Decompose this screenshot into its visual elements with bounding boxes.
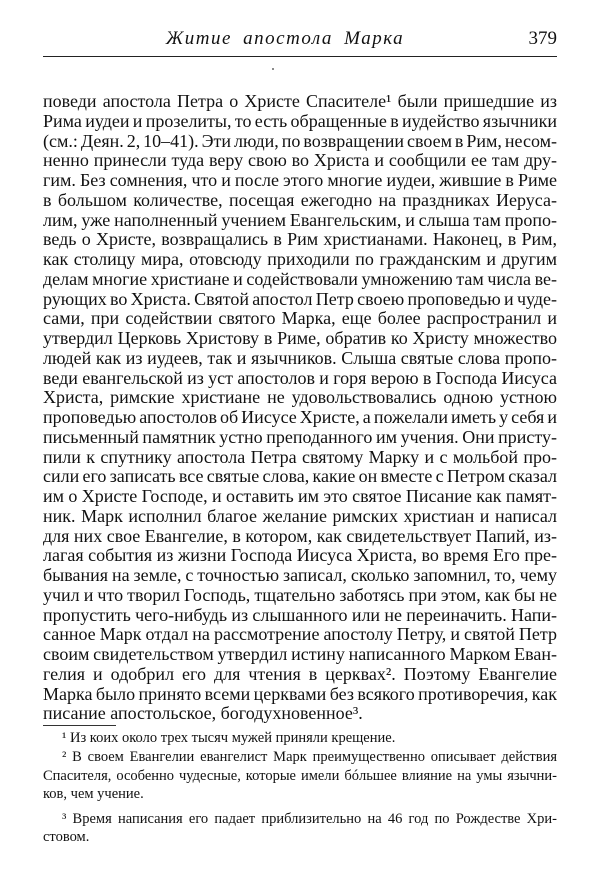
body-line-text: пили к спутнику апостола Петра святому Марку и с мольбой про- <box>43 446 557 467</box>
body-line-text: как столицу мира, отовсюду приходили по гражданским и другим <box>43 249 557 269</box>
body-line-text: делам многие христиане и содействовали умножению там числа ве- <box>43 268 557 289</box>
body-line <box>43 565 557 585</box>
body-line-text: пропустить чего-нибудь из слышанного или не переиначить. Напи- <box>43 604 557 625</box>
body-line <box>43 466 557 486</box>
body-line <box>43 91 557 111</box>
footnote-line <box>62 730 557 747</box>
footnote-line-text: Спасителя, особенно чудесные, которые имели бóльшее влияние на умы язычни- <box>43 768 557 784</box>
body-line-text: веди евангельской из уст апостолов и горя верою в Господа Иисуса <box>43 367 557 388</box>
footnote-line <box>62 749 557 766</box>
body-line <box>43 605 557 625</box>
body-line <box>43 190 557 210</box>
body-line-text: для них свое Евангелие, в котором, как свидетельствует Папий, из- <box>43 525 557 546</box>
body-line-text: ведь о Христе, возвращались в Рим христианами. Наконец, в Рим, <box>43 229 557 250</box>
body-line <box>43 585 557 605</box>
footnote-line-text: ков, чем учение. <box>43 786 144 802</box>
body-line-text: проповедью апостолов об Иисусе Христе, а пожелали иметь у себя и <box>43 407 557 427</box>
body-line-text: гелия и одобрил его для чтения в церквах². Поэтому Евангелие <box>43 663 557 684</box>
body-line <box>43 684 557 704</box>
body-line <box>43 249 557 269</box>
body-line-text: ник. Марк исполнил благое желание римских христиан и написал <box>43 505 557 526</box>
body-line-text: гим. Без сомнения, что и после этого многие иудеи, жившие в Риме <box>43 170 557 190</box>
body-line <box>43 131 557 151</box>
body-line-text: сили его записать все святые слова, какие он вместе с Петром сказал <box>43 466 557 487</box>
body-line-text: утвердил Церковь Христову в Риме, обратив ко Христу множество <box>43 328 557 348</box>
body-line <box>43 624 557 644</box>
body-line <box>43 111 557 131</box>
footnote-line <box>43 786 557 803</box>
body-line-text: своим свидетельством утвердил истину написанного Марком Еван- <box>43 644 557 664</box>
body-line <box>43 328 557 348</box>
footnote-line-text: стовом. <box>43 829 90 845</box>
body-line <box>43 447 557 467</box>
body-line-text: ненно принесли туда веру свою во Христа и сообщили ее там дру- <box>43 150 557 171</box>
footnote-line-text: ² В своем Евангелии евангелист Марк преимущественно описывает действия <box>62 749 557 765</box>
body-line <box>43 664 557 684</box>
body-line <box>43 269 557 289</box>
footnote-line <box>62 811 557 828</box>
body-line-text: (см.: Деян. 2, 10–41). Эти люди, по возвращении своем в Рим, несом- <box>43 130 557 151</box>
body-line-text: писание апостольское, богодухновенное³. <box>43 703 363 724</box>
body-line-text: им о Христе Господе, и оставить им это святое Писание как памят- <box>43 486 557 506</box>
body-line-text: бывания на земле, с точностью записал, сколько запомнил, то, чему <box>43 565 557 585</box>
body-line <box>43 368 557 388</box>
footnote-line-text: ³ Время написания его падает приблизительно на 46 год по Рождестве Хри- <box>62 811 557 827</box>
body-line-text: Христа, римские христиане не удовольствовались одною устною <box>43 387 557 408</box>
page-number: 379 <box>528 28 557 49</box>
body-line <box>43 210 557 230</box>
footnote-line <box>43 768 557 785</box>
body-line-text: Рима иудеи и прозелиты, то есть обращенные в иудейство язычники <box>43 110 557 131</box>
body-line-text: лим, уже наполненный учением Евангельским, и слыша там пропо- <box>43 209 557 230</box>
running-title: Житие апостола Марка <box>165 28 405 49</box>
body-line-text: людей как из иудеев, так и язычников. Слыша святые слова пропо- <box>43 347 557 368</box>
body-line <box>43 644 557 664</box>
body-line <box>43 348 557 368</box>
header-rule <box>43 56 557 57</box>
footnote-line-text: ¹ Из коих около трех тысяч мужей приняли крещение. <box>62 730 396 746</box>
body-line-text: письменный памятник устно преподанного им учения. Они присту- <box>43 426 557 447</box>
footnote-line <box>43 829 557 846</box>
body-line-text: учил и что творил Господь, тщательно заботясь при этом, как бы не <box>43 584 557 605</box>
body-line <box>43 506 557 526</box>
body-line <box>43 170 557 190</box>
scan-speck <box>272 68 274 70</box>
body-line-text: сами, при содействии святого Марка, еще более распространил и <box>43 308 557 329</box>
body-line <box>43 229 557 249</box>
body-line <box>43 545 557 565</box>
footnote-rule <box>43 725 116 726</box>
body-line-text: Марка было принято всеми церквами без всякого противоречия, как <box>43 683 557 704</box>
body-line <box>43 387 557 407</box>
body-line <box>43 703 557 723</box>
body-line-text: лагая события из жизни Господа Иисуса Христа, во время Его пре- <box>43 545 557 566</box>
body-line <box>43 150 557 170</box>
body-line <box>43 486 557 506</box>
body-line-text: рующих во Христа. Святой апостол Петр своею проповедью и чуде- <box>43 288 557 309</box>
body-line-text: санное Марк отдал на рассмотрение апостолу Петру, и святой Петр <box>43 624 557 645</box>
body-line-text: в большом количестве, посещая ежегодно на праздниках Иеруса- <box>43 189 557 210</box>
body-line-text: поведи апостола Петра о Христе Спасителе¹ были пришедшие из <box>43 91 557 111</box>
body-line <box>43 407 557 427</box>
body-line <box>43 526 557 546</box>
body-line <box>43 308 557 328</box>
body-line <box>43 427 557 447</box>
body-line <box>43 289 557 309</box>
